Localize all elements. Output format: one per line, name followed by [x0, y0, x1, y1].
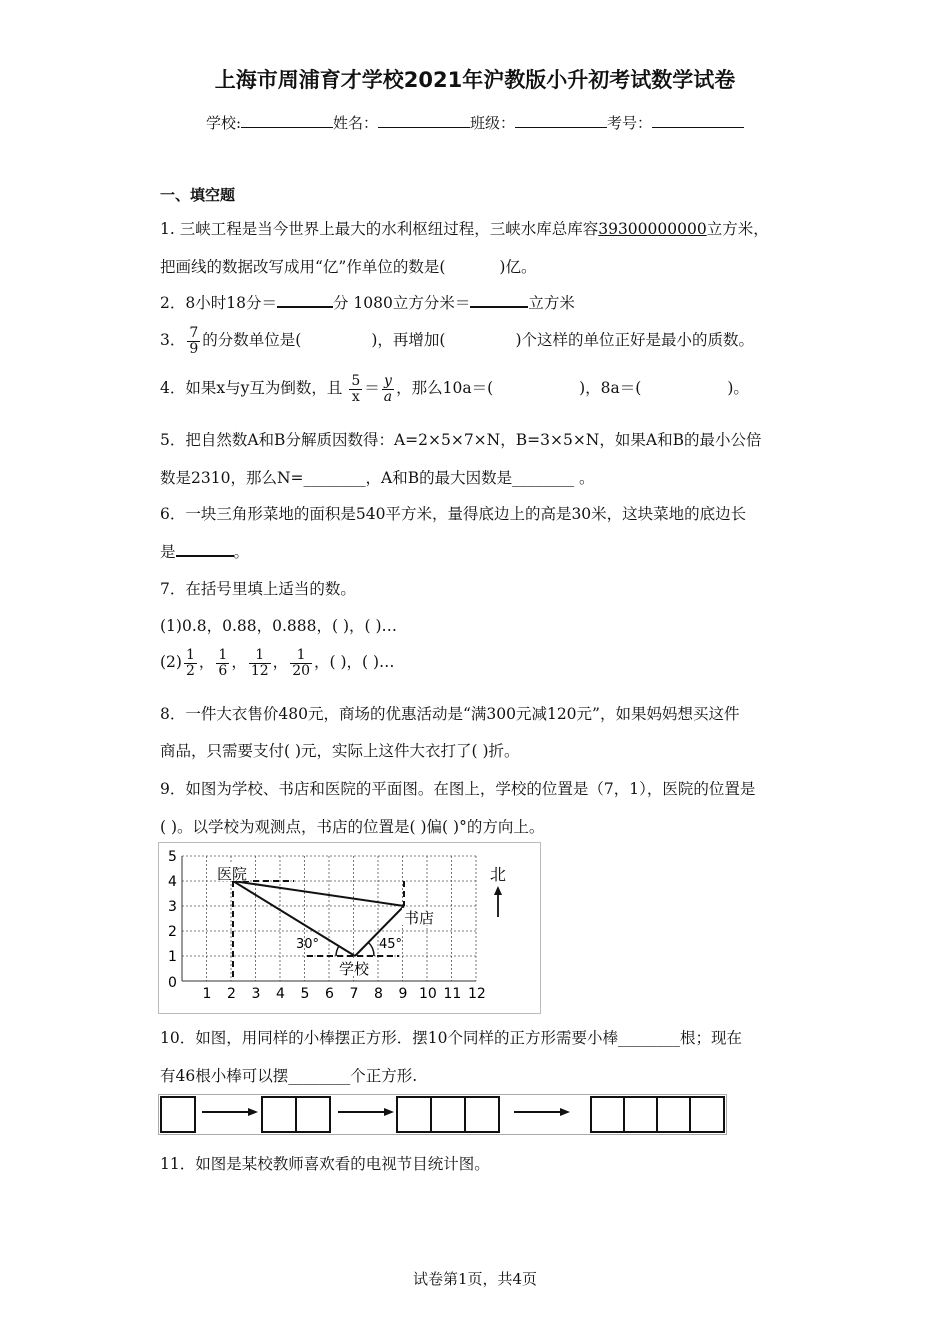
q3-number: 3．: [160, 331, 186, 350]
q7-fraction-3: $\frac{1}{12}$: [250, 647, 269, 679]
q6-end: 。: [233, 543, 250, 561]
school-label: 学校:: [205, 114, 241, 132]
q3-text: 的分数单位是(: [202, 331, 302, 350]
q7-part2-blanks: ，( )，( )…: [314, 653, 395, 672]
q6-line1: 6．一块三角形菜地的面积是540平方米，量得底边上的高是30米，这块菜地的底边长: [160, 505, 747, 523]
q2-text-mid: 分 1080立方分米＝: [332, 294, 471, 312]
q1-unit: )亿。: [499, 258, 537, 276]
q6-blank[interactable]: [176, 541, 234, 557]
q2-line: [160, 291, 575, 313]
q6-line2: [160, 540, 249, 562]
school-blank[interactable]: [241, 113, 333, 128]
arrow-icon: [338, 1108, 394, 1116]
q2-blank-2[interactable]: [470, 292, 528, 308]
exam-info-line: [0, 112, 950, 133]
x-tick-label: 2: [227, 986, 236, 1002]
q3-text-end: )个这样的单位正好是最小的质数。: [515, 331, 755, 350]
x-tick-label: 10: [419, 986, 437, 1002]
school-label: 学校: [339, 960, 370, 978]
x-tick-label: 0: [168, 975, 177, 991]
id-blank[interactable]: [652, 113, 744, 128]
q7-fraction-2: $\frac{1}{6}$: [218, 647, 228, 679]
q4-equals: ＝: [364, 379, 380, 398]
x-tick-label: 7: [349, 986, 359, 1002]
angle-label-30: 30°: [296, 937, 320, 952]
q4-fraction-1: $\frac{5}{x}$: [351, 373, 361, 405]
bookstore-label: 书店: [404, 909, 435, 927]
x-tick-label: 11: [443, 986, 462, 1002]
q7-part1: (1)0.8，0.88，0.888，( )，( )…: [160, 617, 398, 635]
x-tick-label: 3: [251, 986, 261, 1002]
q4-fraction-2: $\frac{y}{a}$: [383, 373, 393, 405]
q1-question: 把画线的数据改写成用“亿”作单位的数是(: [160, 258, 446, 276]
q9-line2: ( )。以学校为观测点，书店的位置是( )偏( )°的方向上。: [160, 818, 545, 836]
q10-line2: 有46根小棒可以摆________个正方形.: [160, 1067, 418, 1085]
id-label: 考号：: [607, 114, 653, 132]
q5-line1: 5．把自然数A和B分解质因数得：A=2×5×7×N，B=3×5×N，如果A和B的最小公倍: [160, 431, 762, 449]
y-tick-label: 5: [168, 849, 177, 865]
q8-line2: 商品，只需要支付( )元，实际上这件大衣打了( )折。: [160, 742, 520, 760]
q3-text-mid: )，再增加(: [371, 331, 446, 350]
q1-line2: [160, 255, 536, 277]
q9-line1: 9．如图为学校、书店和医院的平面图。在图上，学校的位置是（7，1），医院的位置是: [160, 780, 756, 798]
squares-frame: [159, 1095, 727, 1135]
q2-unit: 立方米: [528, 294, 575, 312]
q4-text-mid2: )，8a＝(: [579, 379, 642, 398]
angle-label-45: 45°: [379, 937, 403, 952]
hospital-label: 医院: [217, 865, 248, 883]
x-tick-label: 6: [325, 986, 334, 1002]
q7-heading: 7．在括号里填上适当的数。: [160, 580, 356, 598]
y-tick-label: 4: [168, 874, 177, 890]
q1-line1: [160, 217, 769, 239]
q7-fraction-4: $\frac{1}{20}$: [292, 647, 311, 679]
q1-text-end: 立方米，: [706, 220, 769, 238]
page-title: 上海市周浦育才学校2021年沪教版小升初考试数学试卷: [214, 68, 736, 92]
x-tick-label: 12: [468, 986, 486, 1002]
square-group-3: [397, 1097, 499, 1132]
section-heading: 一、填空题: [160, 186, 236, 204]
q7-fraction-1: $\frac{1}{2}$: [185, 647, 195, 679]
q3-line: [160, 326, 754, 356]
q1-text: 1. 三峡工程是当今世界上最大的水利枢纽过程，三峡水库总库容: [160, 220, 599, 238]
q7-part2: (2) $\frac{1}{2}$ ， $\frac{1}{6}$ ， $\frac{1}{12}$ ， $\frac{1}{20}$ ，( )，( )…: [160, 647, 395, 679]
x-tick-label: 1: [202, 986, 212, 1002]
q8-line1: 8．一件大衣售价480元，商场的优惠活动是“满300元减120元”，如果妈妈想买这件: [160, 705, 740, 723]
q4-text-mid: ，那么10a＝(: [396, 379, 494, 398]
square-group-1: [161, 1097, 195, 1132]
matchstick-squares-diagram: [158, 1094, 728, 1136]
q2-blank-1[interactable]: [277, 292, 333, 308]
q4-text-end: )。: [727, 379, 749, 398]
q6-text: 是: [160, 543, 176, 561]
page-footer: 试卷第1页，共4页: [412, 1270, 538, 1288]
campus-map-diagram: [158, 842, 541, 1014]
class-label: 班级：: [470, 114, 516, 132]
y-tick-label: 1: [168, 949, 177, 965]
q2-text: 2．8小时18分＝: [160, 294, 277, 312]
y-tick-label: 3: [168, 899, 177, 915]
arrow-icon: [514, 1108, 570, 1116]
q4-line: [160, 374, 749, 404]
q4-text: 4．如果x与y互为倒数，且: [160, 379, 343, 398]
class-blank[interactable]: [515, 113, 607, 128]
q1-underlined-number: 39300000000: [598, 220, 707, 238]
x-tick-label: 4: [276, 986, 285, 1002]
x-tick-label: 8: [374, 986, 383, 1002]
name-label: 姓名：: [333, 114, 379, 132]
q10-line1: 10．如图，用同样的小棒摆正方形．摆10个同样的正方形需要小棒________根；现在: [160, 1029, 742, 1047]
q3-fraction: $\frac{7}{9}$: [189, 325, 199, 357]
arrow-icon: [202, 1108, 258, 1116]
q7-part2-label: (2): [160, 653, 182, 672]
y-tick-label: 2: [168, 924, 177, 940]
north-label: 北: [490, 865, 507, 884]
name-blank[interactable]: [378, 113, 470, 128]
q5-line2: 数是2310，那么N=________，A和B的最大因数是________ 。: [160, 469, 595, 487]
x-tick-label: 9: [398, 986, 408, 1002]
q11-line: 11．如图是某校教师喜欢看的电视节目统计图。: [160, 1155, 490, 1173]
x-tick-label: 5: [300, 986, 310, 1002]
